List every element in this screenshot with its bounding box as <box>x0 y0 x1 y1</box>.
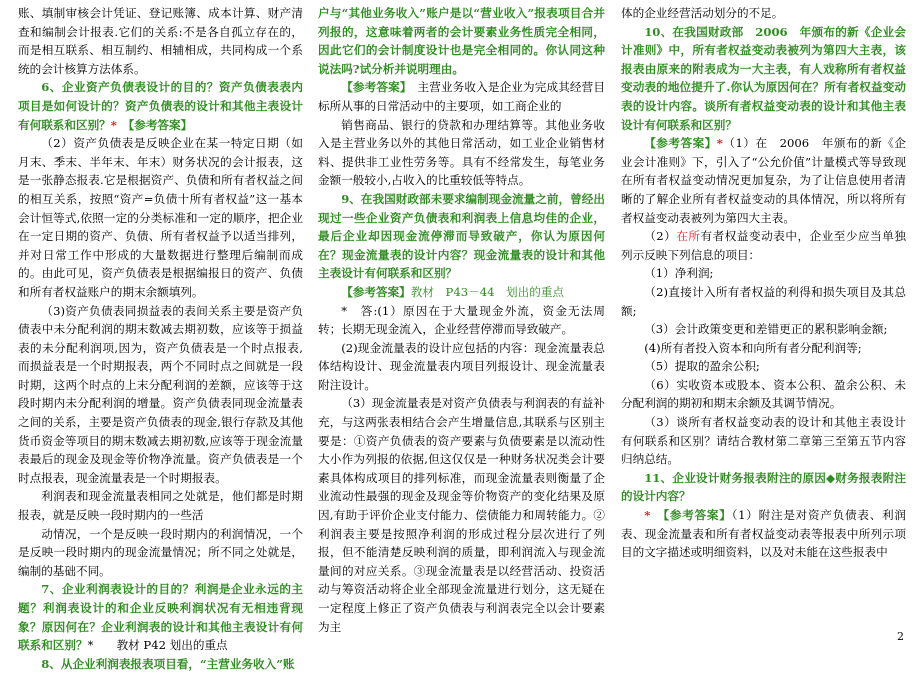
list-item: （3）会计政策变更和差错更正的累积影响金额; <box>644 322 888 337</box>
question-9: 9、在我国财政部未要求编制现金流量之前，曾经出现过一些企业资产负债表和利润表上信息均佳的企业，最后企业却因现金流停滞而导致破产，你认为原因何在？现金流量表的设计内容？现金流量表的设计和其他主表设计有何联系和区别？ <box>318 191 605 281</box>
paragraph <box>621 227 906 264</box>
list-item: (4)所有者投入资本和向所有者分配利润等; <box>644 340 862 355</box>
paragraph: 动情况，一个是反映一段时期内的利润情况，一个是反映一段时期内的现金流量情况；所不同之处就是，编制的基础不同。 <box>18 526 303 578</box>
paragraph: （3)资产负债表同损益表的表间关系主要是资产负债表中未分配利润的期末数减去期初数，应该等于损益表的未分配利润项,因为，资产负债表是一个时点报表,而损益表是一个时期报表，两个不同时点之间就是一段时期，这两个时点的上末分配利润的差额，应该等于这段时期内未分配利润的增量。资产负债表同现金流量表之间的关系，主要是资产负债表的现金,银行存款及其他货币资金等项目的期末数减去期初数,应该等于现金流量表最后的现金及现金等价物净流量。资产负债表是一个时点报表，现金流量表是一个时期报表。 <box>18 303 303 485</box>
column-middle <box>318 4 605 636</box>
question-8: 8、从企业利润表报表项目看，“主营业务收入”账 <box>41 656 295 671</box>
reference-answer-label: 【参考答案】 <box>341 284 411 299</box>
question-11: 11、企业设计财务报表附注的原因◆财务报表附注的设计内容？ <box>621 470 906 504</box>
answer-block <box>621 506 906 562</box>
paragraph: （3）现金流量表是对资产负债表与利润表的有益补充，与这两张表相结合会产生增量信息,其联系与区别主要是：①资产负债表的资产要素与负债要素是以流动性大小作为列报的依据,但这仅仅是一种财务状况类会计要素具体构成项目的排列标准，而现金流量表则衡量了企业流动性最强的现金及现金等价物资产的变化结果及原因,有助于评价企业支付能力、偿债能力和周转能力。②利润表主要是按照净利润的形成过程分层次进行了列报，但不能清楚反映利润的质量，即利润流入与现金流量间的对应关系。③现金流量表是以经营活动、投资活动与筹资活动将企业全部现金流量进行划分，这无疑在一定程度上修正了资产负债表与利润表完全以会计要素为主 <box>318 396 605 634</box>
paragraph-text: 有者权益变动表中，企业至少应当单独列示反映下列信息的项目： <box>621 229 906 262</box>
paragraph: 利润表和现金流量表相同之处就是，他们都是时期报表，就是反映一段时期内的一些活 <box>18 489 303 523</box>
column-right <box>621 4 906 562</box>
column-left <box>18 4 303 673</box>
question-7-text: 7、企业利润表设计的目的？利润是企业永远的主题？利润表设计的和企业反映利润状况有无相违背现象？原因何在？企业利润表的设计和其他主表设计有何联系和区别？ <box>18 582 303 653</box>
answer-block <box>318 283 605 302</box>
page-number: 2 <box>897 630 904 644</box>
question-6 <box>18 78 303 134</box>
paragraph: （3）谈所有者权益变动表的设计和其他主表设计有何联系和区别？请结合教材第二章第三至第五节内容归纳总结。 <box>621 415 906 467</box>
list-item: （5）提取的盈余公积; <box>644 359 760 374</box>
answer-block <box>318 78 605 115</box>
question-7 <box>18 580 303 654</box>
question-10: 10、在我国财政部 2006 年颁布的新《企业会计准则》中，所有者权益变动表被列为第四大主表，该报表由原来的附表成为一大主表，有人戏称所有者权益变动表的地位提升了.你认为原因何在？所有者权益变动表的设计内容。谈所有者权益变动表的设计和其他主表设计有何联系和区别？ <box>621 24 906 132</box>
list-item: （6）实收资本或股本、资本公积、盈余公积、未分配利润的期初和期末余额及其调节情况。 <box>621 377 906 411</box>
reference-answer-label: 【参考答案】 <box>128 117 193 132</box>
answer-text: （1）在 2006 年颁布的新《企业会计准则》下，引入了“公允价值”计量模式等导致现在所有者权益变动情况更加复杂，为了让信息使用者清晰的了解企业所有者权益变动的具体情况，所以将所有者权益变动表被列为第四大主表。 <box>621 136 906 225</box>
reference-answer-label: 【参考答案】 <box>663 508 732 523</box>
paragraph: * 答:(1）原因在于大量现金外流，资金无法周转；长期无现金流入，企业经营停滞而导致破产。 <box>318 303 605 337</box>
answer-text: 教材 P43－44 划出的重点 <box>410 284 565 299</box>
paragraph: 销售商品、银行的贷款和办理结算等。其他业务收入是主营业务以外的其他日常活动，如工业企业销售材料、提供非工业性劳务等。具有不经常发生，每笔业务金额一般较小,占收入的比重较低等特点。 <box>318 117 605 188</box>
paragraph: (2)现金流量表的设计应包括的内容：现金流量表总体结构设计、现金流量表内项目列报设计、现金流量表附注设计。 <box>318 340 605 392</box>
star-mark: * <box>110 117 117 132</box>
question-6-text: 6、企业资产负债表设计的目的？资产负债表表内项目是如何设计的？资产负债表的设计和其他主表设计有何联系和区别？ <box>18 80 303 132</box>
paragraph: 体的企业经营活动划分的不足。 <box>621 6 784 20</box>
answer-text: （1）附注是对资产负债表、利润表、现金流量表和所有者权益变动表等报表中所列示项目的文字描述或明细资料，以及对未能在这些报表中 <box>621 508 906 560</box>
paragraph: 账、填制审核会计凭证、登记账簿、成本计算、财产清查和编制会计报表.它们的关系:不是各自孤立存在的，而是相互联系、相互制约、相辅相成，共同构成一个系统的会计核算方法体系。 <box>18 6 303 76</box>
list-item: （1）净利润; <box>644 266 714 281</box>
reference-answer-label: 【参考答案】 <box>341 80 406 95</box>
paragraph-number: （2） <box>644 229 677 244</box>
answer-note: * 教材 P42 划出的重点 <box>87 638 228 653</box>
paragraph: （2）资产负债表是反映企业在某一特定日期（如月末、季末、半年末、年末）财务状况的会计报表，这是一张静态报表.它是根据资产、负债和所有者权益之间的相互关系，按照“资产=负债十所有者权益”这一基本会计恒等式,依照一定的分类标准和一定的顺序，把企业在一定日期的资产、负债、所有者权益予以适当排列，并对日常工作中形成的大量数据进行整理后编制而成的。由此可见，资产负债表是根据编报日的资产、负债和所有者权益账户的期末余额填列。 <box>18 136 303 299</box>
star-mark: * <box>644 508 651 523</box>
question-8-continued: 户与“其他业务收入”账户是以“营业收入”报表项目合并列报的，这意味着两者的会计要素业务性质完全相同，因此它们的会计制度设计也是完全相同的。你认同这种说法吗?试分析并说明理由。 <box>318 6 605 76</box>
highlighted-text: 在所 <box>676 229 701 244</box>
star-mark: * <box>716 136 723 151</box>
list-item: （2)直接计入所有者权益的利得和损失项目及其总额; <box>621 284 906 318</box>
answer-block <box>621 134 906 227</box>
answer-text: 主营业务收入是企业为完成其经营目标所从事的日常活动中的主要项，如工商企业的 <box>318 80 605 113</box>
reference-answer-label: 【参考答案】 <box>644 136 717 151</box>
